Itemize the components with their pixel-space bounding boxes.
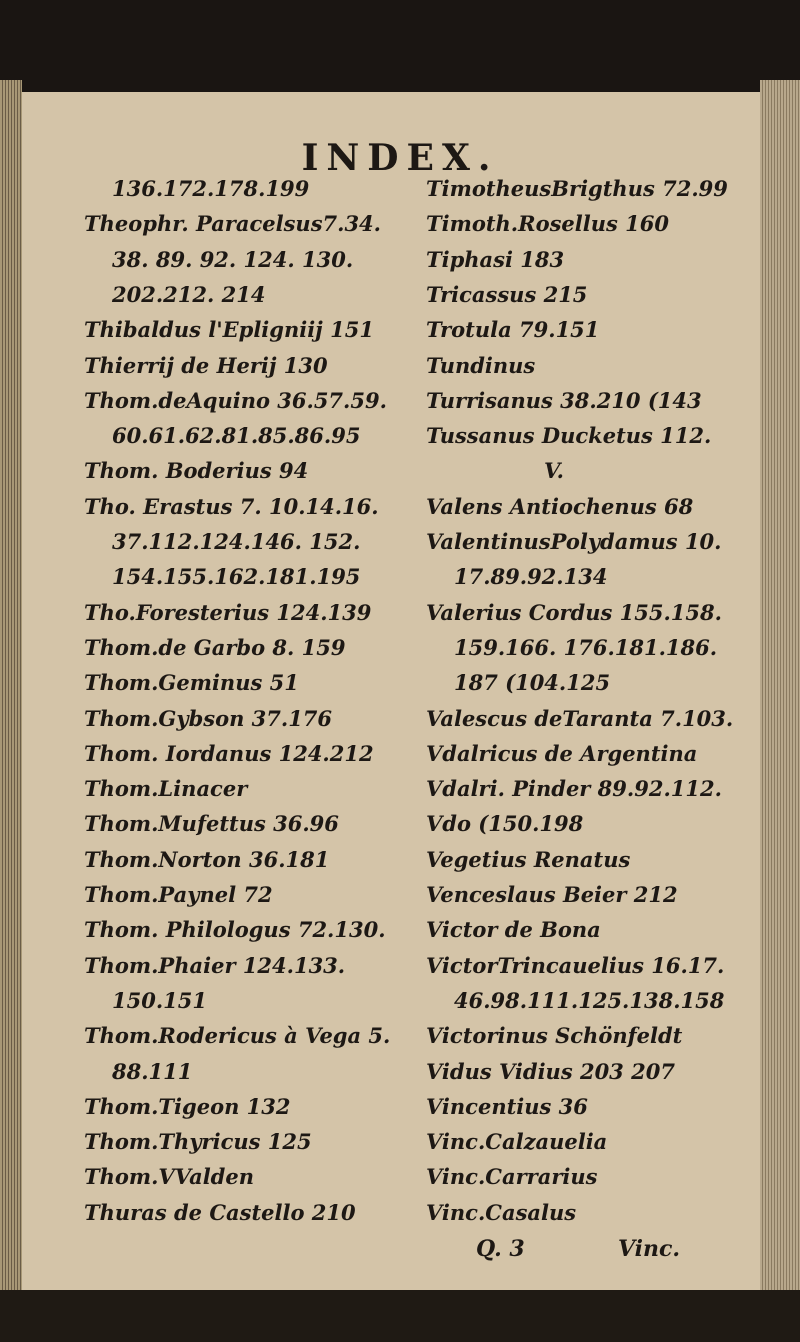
right-index-entry: Victor de Bona bbox=[426, 917, 601, 943]
right-index-entry: Timoth.Rosellus 160 bbox=[426, 211, 669, 237]
catchword: Vinc. bbox=[618, 1236, 681, 1262]
left-index-entry: Thom.VValden bbox=[84, 1164, 254, 1190]
left-index-entry: Thom.Norton 36.181 bbox=[84, 846, 330, 872]
right-index-entry: 17.89.92.134 bbox=[454, 564, 608, 590]
left-index-entry: Tho.Foresterius 124.139 bbox=[84, 599, 372, 625]
left-index-entry: Thom. Iordanus 124.212 bbox=[84, 740, 374, 766]
right-index-entry: Vinc.Casalus bbox=[426, 1199, 577, 1225]
left-index-entry: Tho. Erastus 7. 10.14.16. bbox=[84, 493, 379, 519]
left-index-entry: 136.172.178.199 bbox=[112, 176, 310, 201]
left-index-entry: Thibaldus l'Epligniij 151 bbox=[84, 317, 374, 343]
left-index-entry: 150.151 bbox=[112, 987, 207, 1013]
left-index-entry: Thuras de Castello 210 bbox=[84, 1199, 356, 1225]
right-index-entry: Tiphasi 183 bbox=[426, 246, 565, 272]
left-index-entry: Thom.Tigeon 132 bbox=[84, 1093, 291, 1119]
right-index-entry: 187 (104.125 bbox=[454, 670, 611, 696]
left-index-entry: Thom.Paynel 72 bbox=[84, 882, 273, 907]
left-index-entry: Thom.Rodericus à Vega 5. bbox=[84, 1023, 391, 1049]
right-index-entry: Tussanus Ducketus 112. bbox=[426, 423, 712, 449]
left-index-entry: 88.111 bbox=[112, 1058, 193, 1084]
right-index-entry: Vegetius Renatus bbox=[426, 846, 631, 872]
left-index-entry: Thom.de Garbo 8. 159 bbox=[84, 634, 346, 660]
right-index-entry: Trotula 79.151 bbox=[426, 317, 600, 343]
left-index-entry: Thom.Gybson 37.176 bbox=[84, 705, 333, 731]
left-index-entry: 154.155.162.181.195 bbox=[112, 564, 361, 590]
left-index-entry: Thom.deAquino 36.57.59. bbox=[84, 387, 387, 413]
right-index-entry: 46.98.111.125.138.158 bbox=[454, 987, 725, 1013]
right-index-entry: Tricassus 215 bbox=[426, 281, 588, 307]
left-index-entry: 60.61.62.81.85.86.95 bbox=[112, 423, 361, 449]
right-index-entry: Vdalricus de Argentina bbox=[426, 740, 698, 766]
page-edges-right bbox=[760, 80, 800, 1310]
right-index-entry: Venceslaus Beier 212 bbox=[426, 882, 678, 907]
left-index-entry: Thom. Philologus 72.130. bbox=[84, 917, 386, 943]
right-index-entry: Tundinus bbox=[426, 352, 536, 378]
right-index-entry: Vincentius 36 bbox=[426, 1093, 588, 1119]
right-index-entry: Valerius Cordus 155.158. bbox=[426, 599, 722, 625]
left-index-entry: Thom.Mufettus 36.96 bbox=[84, 811, 339, 837]
right-index-entry: TimotheusBrigthus 72.99 bbox=[426, 176, 728, 201]
right-index-entry: 159.166. 176.181.186. bbox=[454, 634, 718, 660]
left-index-entry: Thom.Thyricus 125 bbox=[84, 1129, 312, 1155]
right-index-entry: Vdo (150.198 bbox=[426, 811, 584, 837]
left-index-entry: Thom.Geminus 51 bbox=[84, 670, 299, 696]
right-index-entry: Vdalri. Pinder 89.92.112. bbox=[426, 776, 722, 802]
right-index-entry: ValentinusPolydamus 10. bbox=[426, 529, 722, 554]
right-index-entry: Valens Antiochenus 68 bbox=[426, 493, 694, 519]
right-index-entry: VictorTrincauelius 16.17. bbox=[426, 952, 725, 978]
right-index-entry: Vinc.Carrarius bbox=[426, 1164, 598, 1190]
right-index-entry: V. bbox=[544, 458, 564, 484]
right-index-entry: Turrisanus 38.210 (143 bbox=[426, 387, 702, 413]
left-index-entry: Thierrij de Herij 130 bbox=[84, 352, 328, 378]
index-heading: INDEX. bbox=[301, 137, 499, 179]
left-index-entry: Thom.Linacer bbox=[84, 776, 248, 802]
left-index-entry: Theophr. Paracelsus7.34. bbox=[84, 211, 381, 237]
left-index-entry: 38. 89. 92. 124. 130. bbox=[112, 246, 354, 272]
left-index-entry: 202.212. 214 bbox=[112, 281, 266, 307]
page-edge-left bbox=[0, 80, 22, 1310]
left-index-entry: Thom. Boderius 94 bbox=[84, 458, 309, 484]
right-index-entry: Victorinus Schönfeldt bbox=[426, 1023, 683, 1049]
dark-background-bottom bbox=[0, 1290, 800, 1342]
signature-mark: Q. 3 bbox=[476, 1236, 525, 1262]
left-index-entry: Thom.Phaier 124.133. bbox=[84, 952, 346, 978]
right-index-entry: Vinc.Calzauelia bbox=[426, 1129, 608, 1155]
dark-background-top bbox=[0, 0, 800, 92]
right-index-entry: Vidus Vidius 203 207 bbox=[426, 1058, 675, 1084]
right-index-entry: Valescus deTaranta 7.103. bbox=[426, 705, 734, 731]
left-index-entry: 37.112.124.146. 152. bbox=[112, 529, 361, 554]
